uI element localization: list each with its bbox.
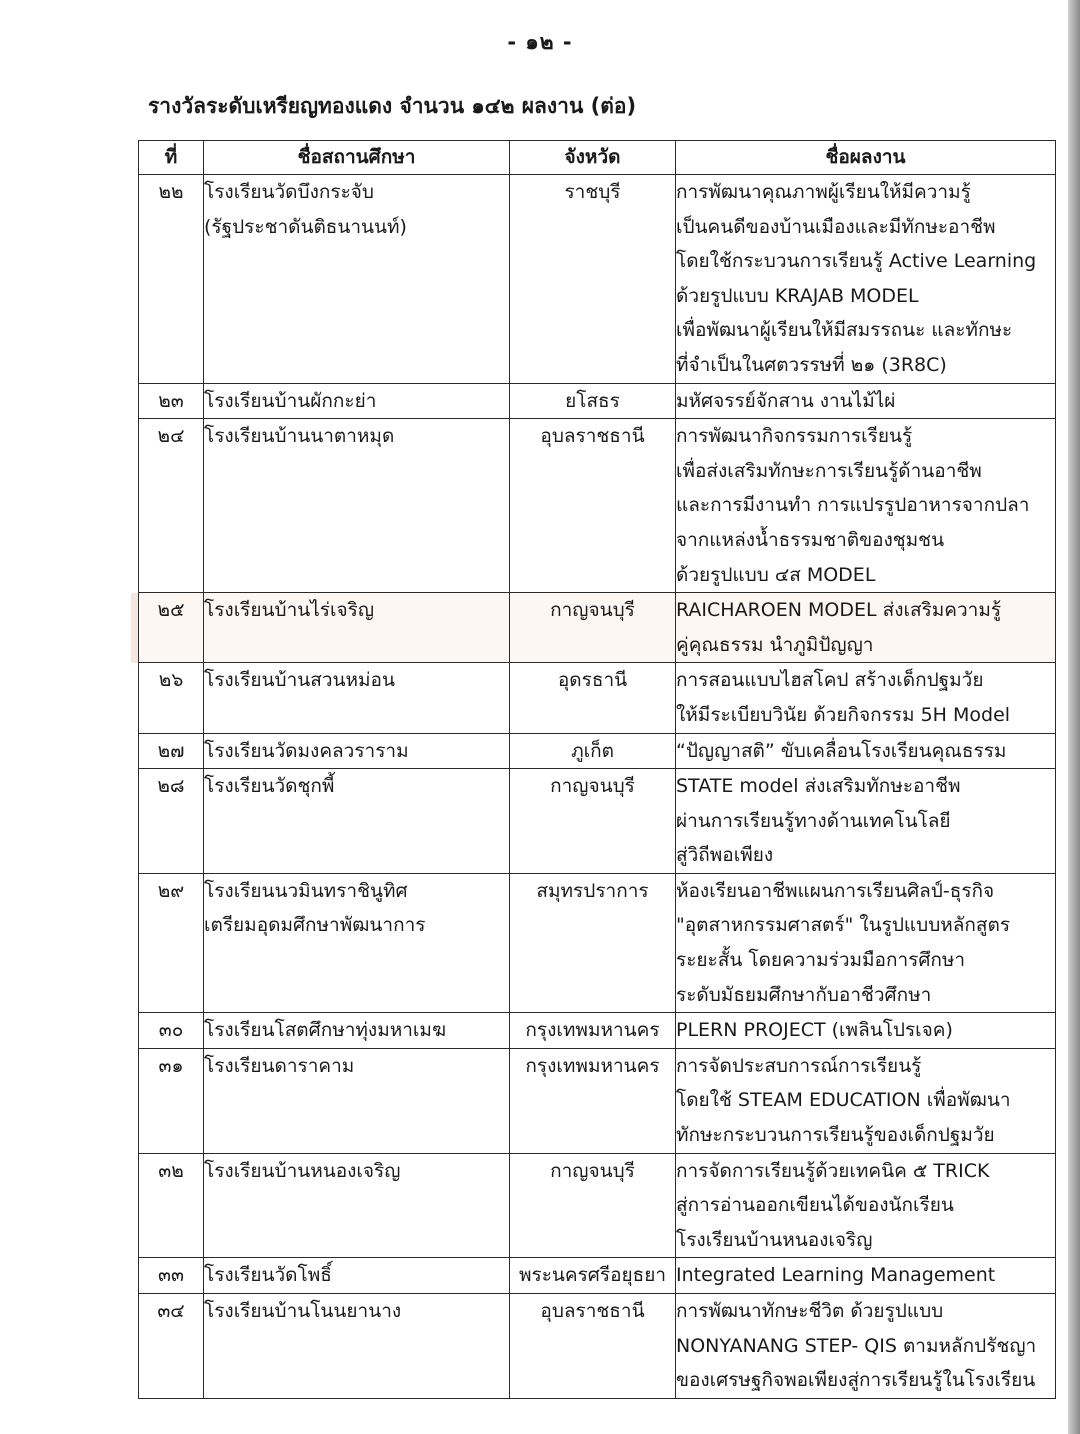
work-title-line: สู่วิถีพอเพียง — [676, 844, 774, 867]
cell-school — [204, 873, 510, 1012]
work-title-line: การพัฒนาทักษะชีวิต ด้วยรูปแบบ — [676, 1300, 944, 1322]
cell-school — [204, 663, 510, 733]
cell-province: กาญจนบุรี — [510, 1153, 676, 1258]
cell-school — [204, 1153, 510, 1258]
cell-no: ๓๑ — [139, 1048, 204, 1153]
cell-work — [676, 1294, 1056, 1399]
cell-no: ๒๙ — [139, 873, 204, 1012]
work-title-line: เป็นคนดีของบ้านเมืองและมีทักษะอาชีพ — [676, 215, 996, 238]
cell-work — [676, 593, 1056, 663]
cell-work — [676, 663, 1056, 733]
school-name-line: เตรียมอุดมศึกษาพัฒนาการ — [204, 914, 426, 937]
work-title-line: ระดับมัธยมศึกษากับอาชีวศึกษา — [676, 983, 932, 1006]
cell-work — [676, 175, 1056, 384]
table-row — [139, 1048, 1056, 1153]
table-row — [139, 769, 1056, 874]
table-row — [139, 873, 1056, 1012]
work-title-line: ให้มีระเบียบวินัย ด้วยกิจกรรม 5H Model — [676, 703, 1011, 726]
table-row — [139, 1153, 1056, 1258]
cell-no: ๒๓ — [139, 383, 204, 419]
work-title-line: และการมีงานทำ การแปรรูปอาหารจากปลา — [676, 494, 1030, 517]
cell-province: อุดรธานี — [510, 663, 676, 733]
cell-no: ๒๒ — [139, 175, 204, 384]
school-name-line: (รัฐประชาดันติธนานนท์) — [204, 215, 407, 238]
school-name-line: โรงเรียนบ้านโนนยานาง — [204, 1300, 402, 1322]
work-title-line: การสอนแบบไฮสโคป สร้างเด็กปฐมวัย — [676, 669, 984, 692]
work-title-line: การจัดการเรียนรู้ด้วยเทคนิค ๕ TRICK — [676, 1159, 990, 1182]
cell-no: ๒๕ — [139, 593, 204, 663]
work-title-line: โดยใช้กระบวนการเรียนรู้ Active Learning — [676, 250, 1037, 273]
work-title-line: ที่จำเป็นในศตวรรษที่ ๒๑ (3R8C) — [676, 353, 947, 376]
cell-school — [204, 1013, 510, 1049]
work-title-line: คู่คุณธรรม นำภูมิปัญญา — [676, 633, 874, 656]
cell-school — [204, 1258, 510, 1294]
school-name-line: โรงเรียนบ้านนาตาหมุด — [204, 425, 395, 448]
cell-province: ภูเก็ต — [510, 733, 676, 769]
cell-work — [676, 1153, 1056, 1258]
table-row — [139, 1258, 1056, 1294]
cell-school — [204, 593, 510, 663]
cell-province: ยโสธร — [510, 383, 676, 419]
cell-province: กาญจนบุรี — [510, 769, 676, 874]
cell-no: ๓๔ — [139, 1294, 204, 1399]
work-title-line: RAICHAROEN MODEL ส่งเสริมความรู้ — [676, 599, 1002, 622]
cell-province: กรุงเทพมหานคร — [510, 1048, 676, 1153]
cell-no: ๒๘ — [139, 769, 204, 874]
table-row — [139, 1294, 1056, 1399]
table-row — [139, 175, 1056, 384]
work-title-line: เพื่อพัฒนาผู้เรียนให้มีสมรรถนะ และทักษะ — [676, 319, 1013, 342]
cell-work — [676, 769, 1056, 874]
work-title-line: "อุตสาหกรรมศาสตร์" ในรูปแบบหลักสูตร — [676, 914, 1011, 937]
header-work: ชื่อผลงาน — [676, 141, 1056, 175]
work-title-line: ของเศรษฐกิจพอเพียงสู่การเรียนรู้ในโรงเรียน — [676, 1369, 1036, 1392]
cell-province: อุบลราชธานี — [510, 419, 676, 593]
cell-work — [676, 733, 1056, 769]
cell-work — [676, 1048, 1056, 1153]
header-school: ชื่อสถานศึกษา — [204, 141, 510, 175]
table-row — [139, 419, 1056, 593]
cell-school — [204, 733, 510, 769]
page-number: - ๑๒ - — [507, 30, 573, 54]
work-title-line: โดยใช้ STEAM EDUCATION เพื่อพัฒนา — [676, 1089, 1011, 1112]
work-title-line: NONYANANG STEP- QIS ตามหลักปรัชญา — [676, 1334, 1037, 1357]
cell-province: พระนครศรีอยุธยา — [510, 1258, 676, 1294]
page-edge-shadow — [1068, 0, 1080, 1434]
work-title-line: ระยะสั้น โดยความร่วมมือการศึกษา — [676, 949, 966, 972]
school-name-line: โรงเรียนวัดบึงกระจับ — [204, 181, 374, 203]
school-name-line: โรงเรียนบ้านหนองเจริญ — [204, 1159, 401, 1182]
header-province: จังหวัด — [510, 141, 676, 175]
cell-province: กรุงเทพมหานคร — [510, 1013, 676, 1049]
school-name-line: โรงเรียนวัดชุกพี้ — [204, 775, 335, 798]
cell-school — [204, 175, 510, 384]
table-row — [139, 663, 1056, 733]
school-name-line: โรงเรียนบ้านไร่เจริญ — [204, 599, 375, 622]
cell-work — [676, 1013, 1056, 1049]
school-name-line: โรงเรียนดาราคาม — [204, 1054, 355, 1077]
table-row — [139, 1013, 1056, 1049]
table-row — [139, 733, 1056, 769]
school-name-line: โรงเรียนบ้านสวนหม่อน — [204, 669, 395, 692]
cell-no: ๓๓ — [139, 1258, 204, 1294]
school-name-line: โรงเรียนวัดโพธิ์ — [204, 1264, 332, 1287]
work-title-line: เพื่อส่งเสริมทักษะการเรียนรู้ด้านอาชีพ — [676, 459, 982, 482]
work-title-line: โรงเรียนบ้านหนองเจริญ — [676, 1228, 873, 1251]
work-title-line: ด้วยรูปแบบ ๔ส MODEL — [676, 563, 876, 586]
work-title-line: ห้องเรียนอาชีพแผนการเรียนศิลป์-ธุรกิจ — [676, 879, 995, 902]
work-title-line: สู่การอ่านออกเขียนได้ของนักเรียน — [676, 1194, 954, 1217]
cell-work — [676, 1258, 1056, 1294]
table-row — [139, 593, 1056, 663]
document-heading: รางวัลระดับเหรียญทองแดง จำนวน ๑๔๒ ผลงาน (ต่อ) — [148, 94, 637, 118]
cell-school — [204, 769, 510, 874]
table-header-row — [139, 141, 1056, 175]
cell-province: กาญจนบุรี — [510, 593, 676, 663]
table-row — [139, 383, 1056, 419]
school-name-line: โรงเรียนนวมินทราชินูทิศ — [204, 879, 408, 902]
cell-province: สมุทรปราการ — [510, 873, 676, 1012]
cell-no: ๒๔ — [139, 419, 204, 593]
cell-work — [676, 383, 1056, 419]
cell-school — [204, 383, 510, 419]
work-title-line: PLERN PROJECT (เพลินโปรเจค) — [676, 1019, 953, 1042]
cell-no: ๓๐ — [139, 1013, 204, 1049]
school-name-line: โรงเรียนโสตศึกษาทุ่งมหาเมฆ — [204, 1019, 447, 1042]
cell-no: ๒๖ — [139, 663, 204, 733]
cell-school — [204, 1048, 510, 1153]
award-table — [138, 140, 1056, 1399]
cell-no: ๒๗ — [139, 733, 204, 769]
work-title-line: มหัศจรรย์จักสาน งานไม้ไผ่ — [676, 389, 896, 412]
work-title-line: การจัดประสบการณ์การเรียนรู้ — [676, 1054, 922, 1077]
cell-school — [204, 419, 510, 593]
cell-school — [204, 1294, 510, 1399]
cell-province: อุบลราชธานี — [510, 1294, 676, 1399]
cell-work — [676, 873, 1056, 1012]
work-title-line: จากแหล่งน้ำธรรมชาติของชุมชน — [676, 528, 945, 551]
work-title-line: ผ่านการเรียนรู้ทางด้านเทคโนโลยี — [676, 809, 951, 832]
work-title-line: Integrated Learning Management — [676, 1264, 996, 1287]
work-title-line: STATE model ส่งเสริมทักษะอาชีพ — [676, 775, 961, 798]
work-title-line: ด้วยรูปแบบ KRAJAB MODEL — [676, 284, 919, 307]
work-title-line: การพัฒนากิจกรรมการเรียนรู้ — [676, 425, 913, 448]
header-no: ที่ — [139, 141, 204, 175]
table-body — [139, 175, 1056, 1399]
cell-no: ๓๒ — [139, 1153, 204, 1258]
cell-work — [676, 419, 1056, 593]
work-title-line: ทักษะกระบวนการเรียนรู้ของเด็กปฐมวัย — [676, 1124, 995, 1147]
school-name-line: โรงเรียนบ้านผักกะย่า — [204, 389, 377, 412]
work-title-line: “ปัญญาสติ” ขับเคลื่อนโรงเรียนคุณธรรม — [676, 739, 1007, 762]
cell-province: ราชบุรี — [510, 175, 676, 384]
school-name-line: โรงเรียนวัดมงคลวราราม — [204, 739, 409, 762]
work-title-line: การพัฒนาคุณภาพผู้เรียนให้มีความรู้ — [676, 181, 971, 203]
